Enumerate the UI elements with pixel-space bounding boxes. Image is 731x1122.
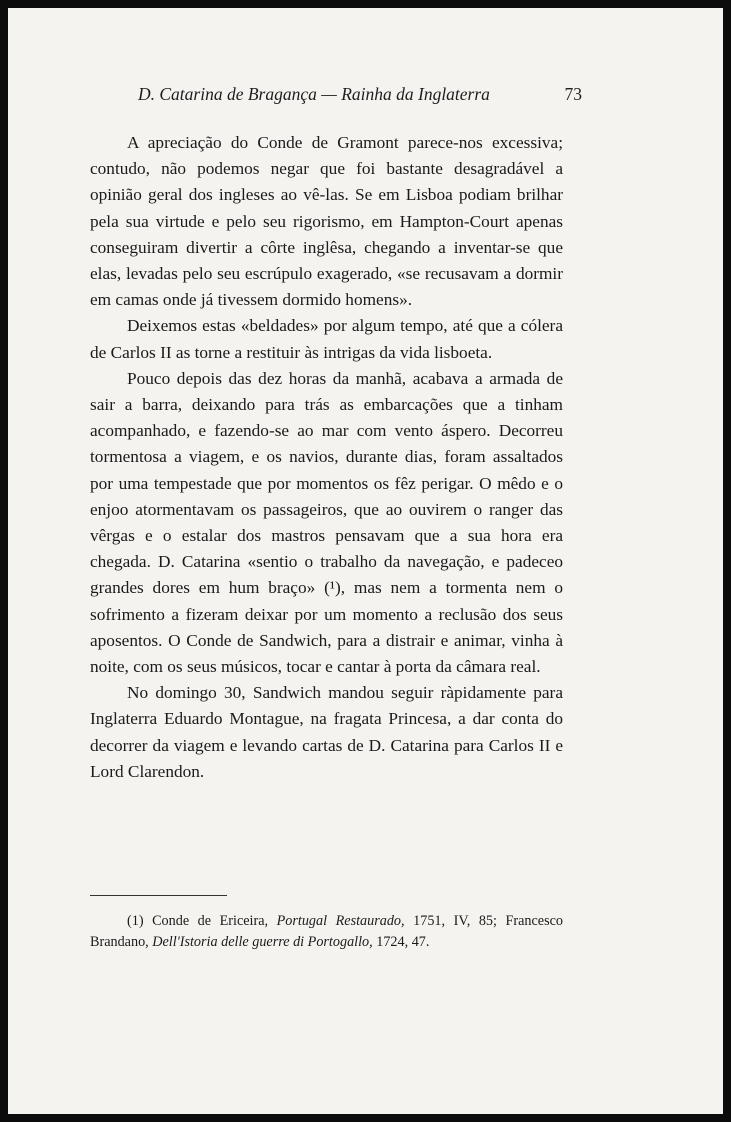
body-text bbox=[90, 130, 563, 785]
footnote-source: Conde de Ericeira, bbox=[152, 913, 269, 929]
footnote-source: 1724, 47. bbox=[376, 934, 430, 950]
footnote-source: 1751, IV, 85; Francesco Brandano, bbox=[90, 913, 564, 950]
book-page bbox=[8, 8, 723, 1114]
paragraph: A apreciação do Conde de Gramont parece-nos excessiva; contudo, não podemos negar que foi bastante desagradável a opinião geral dos ingleses ao vê-las. Se em Lisboa podiam brilhar pela sua virtude e pelo seu rigorismo, em Hampton-Court apenas conseguiram divertir a côrte inglêsa, chegando a inventar-se que elas, levadas pelo seu escrúpulo exagerado, «se recusavam a dormir em camas onde já tivessem dormido homens». bbox=[90, 133, 563, 310]
footnote-title: Dell'Istoria delle guerre di Portogallo, bbox=[152, 934, 373, 950]
running-header bbox=[138, 80, 582, 110]
footnote bbox=[90, 911, 563, 953]
paragraph: Pouco depois das dez horas da manhã, acabava a armada de sair a barra, deixando para trás as embarcações que a tinham acompanhado, e fazendo-se ao mar com vento áspero. Decorreu tormentosa a viagem, e os navios, durante dias, foram assaltados por uma tempestade que por momentos os fêz perigar. O mêdo e o enjoo atormentavam os passageiros, que ao ouvirem o ranger das vêrgas e o estalar dos mastros pensavam que a sua hora era chegada. D. Catarina «sentio o trabalho da navegação, e padeceo grandes dores em hum braço» (¹), mas nem a tormenta nem o sofrimento a fizeram deixar por um momento a reclusão dos seus aposentos. O Conde de Sandwich, para a distrair e animar, vinha à noite, com os seus músicos, tocar e cantar à porta da câmara real. bbox=[90, 368, 563, 677]
footnote-marker: (1) bbox=[127, 913, 144, 929]
footnote-title: Portugal Restaurado, bbox=[276, 913, 405, 929]
paragraph: No domingo 30, Sandwich mandou seguir ràpidamente para Inglaterra Eduardo Montague, na fragata Princesa, a dar conta do decorrer da viagem e levando cartas de D. Catarina para Carlos II e Lord Clarendon. bbox=[90, 683, 563, 781]
paragraph: Deixemos estas «beldades» por algum tempo, até que a cólera de Carlos II as torne a restituir às intrigas da vida lisboeta. bbox=[90, 316, 563, 362]
running-title: D. Catarina de Bragança — Rainha da Inglaterra bbox=[138, 84, 490, 104]
footnote-text bbox=[90, 911, 563, 953]
footnote-rule bbox=[90, 895, 227, 896]
page-number: 73 bbox=[564, 84, 582, 104]
